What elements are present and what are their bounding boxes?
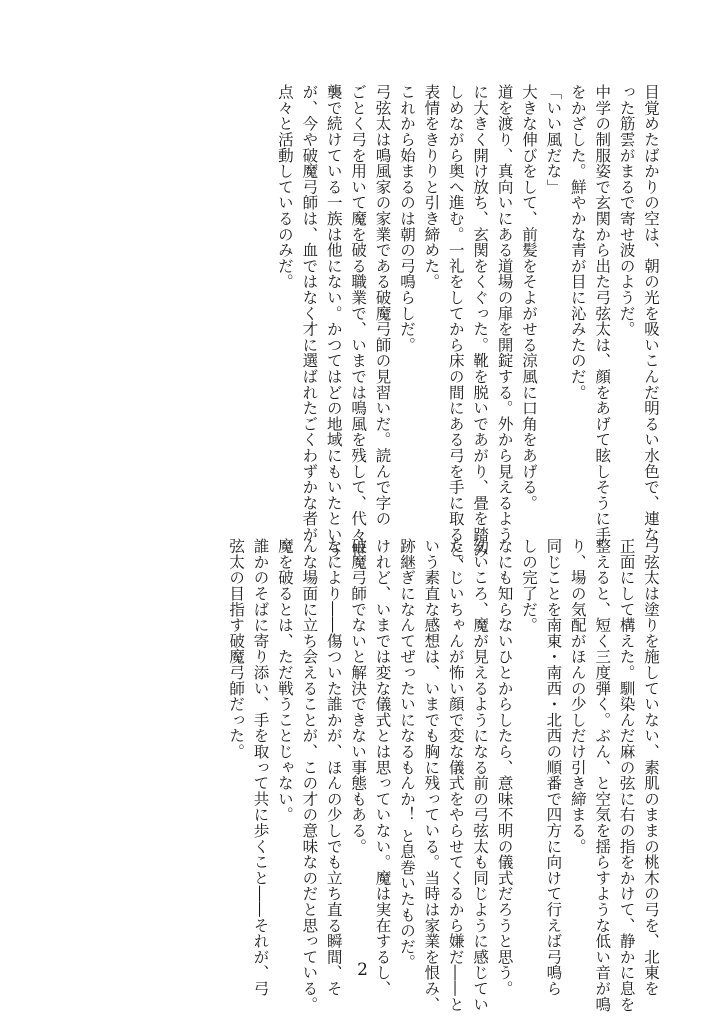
bottom-line: けれど、いまでは変な儀式とは思っていない。魔は実在するし、 <box>373 538 392 997</box>
bottom-line: 跡継ぎになんてぜったいになるもんか！ と息巻いたものだ。 <box>397 538 416 970</box>
top-line: 点々と活動しているのみだ。 <box>275 84 294 290</box>
bottom-line: 魔を破るとは、ただ戦うことじゃない。 <box>275 538 294 823</box>
bottom-line: なにより――傷ついた誰かが、ほんの少しでも立ち直る瞬間、そ <box>324 538 343 997</box>
top-line: 中学の制服姿で玄関から出た弓弦太は、顔をあげて眩しそうに手 <box>593 84 612 543</box>
bottom-line: なにも知らないひとからしたら、意味不明の儀式だろうと思う。 <box>495 538 514 997</box>
top-line: 表情をきりりと引き締めた。 <box>422 84 441 290</box>
bottom-line: しの完了だ。 <box>519 538 538 633</box>
top-line: 道を渡り、真向いにある道場の扉を開錠する。外から見えるよう <box>495 84 514 543</box>
top-line: 襲で続けている一族は他にない。かつてはどの地域にもいたという <box>324 84 343 558</box>
bottom-line: 誰かのそばに寄り添い、手を取って共に歩くこと――それが、弓 <box>251 538 270 997</box>
bottom-line: 整えると、短く三度弾く。ぶん、と空気を揺らすような低い音が鳴 <box>593 538 612 1012</box>
bottom-line: 弦太の目指す破魔弓師だった。 <box>227 538 246 760</box>
bottom-line: いう素直な感想は、いまでも胸に残っている。当時は家業を恨み、 <box>422 538 441 1012</box>
top-line: 目覚めたばかりの空は、朝の光を吸いこんだ明るい水色で、連な <box>642 84 660 543</box>
top-line: 大きな伸びをして、前髪をそよがせる涼風に口角をあげる。 <box>519 84 538 511</box>
bottom-line: り、場の気配がほんの少しだけ引き締まる。 <box>568 538 587 854</box>
bottom-line: 幼いころ、魔が見えるようになる前の弓弦太も同じように感じてい <box>471 538 490 1012</box>
bottom-line: 弓弦太は塗りを施していない、素肌のままの桃木の弓を、北東を <box>642 538 660 997</box>
top-text-block <box>273 84 664 574</box>
top-line: ごとく弓を用いて魔を破る職業で、いまでは鳴風を残して、代々世 <box>349 84 368 558</box>
top-line: をかざした。鮮やかな青が目に沁みたのだ。 <box>568 84 587 400</box>
bottom-line: 正面にして構えた。馴染んだ麻の弦に右の指をかけて、静かに息を <box>617 538 636 1012</box>
bottom-text-block <box>224 538 663 1012</box>
top-line: しめながら奥へ進む。一礼をしてから床の間にある弓を手に取ると、 <box>446 84 465 574</box>
bottom-line: た。じいちゃんが怖い顔で変な儀式をやらせてくるから嫌だ――と <box>446 538 465 1012</box>
top-line: 「いい風だな」 <box>544 84 563 195</box>
bottom-line: 破魔弓師でないと解決できない事態もある。 <box>349 538 368 854</box>
bottom-line: 同じことを南東・南西・北西の順番で四方に向けて行えば弓鳴ら <box>544 538 563 997</box>
top-line: が、今や破魔弓師は、血ではなく才に選ばれたごくわずかな者が <box>300 84 319 543</box>
bottom-line: んな場面に立ち会えることが、この才の意味なのだと思っている。 <box>300 538 319 1012</box>
top-line: 弓弦太は鳴風家の家業である破魔弓師の見習いだ。読んで字の <box>373 84 392 527</box>
top-line: これから始まるのは朝の弓鳴らしだ。 <box>397 84 416 353</box>
top-line: った筋雲がまるで寄せ波のようだ。 <box>617 84 636 337</box>
page-number: 2 <box>357 960 368 980</box>
top-line: に大きく開け放ち、玄関をくぐった。靴を脱いであがり、畳を踏み <box>471 84 490 558</box>
